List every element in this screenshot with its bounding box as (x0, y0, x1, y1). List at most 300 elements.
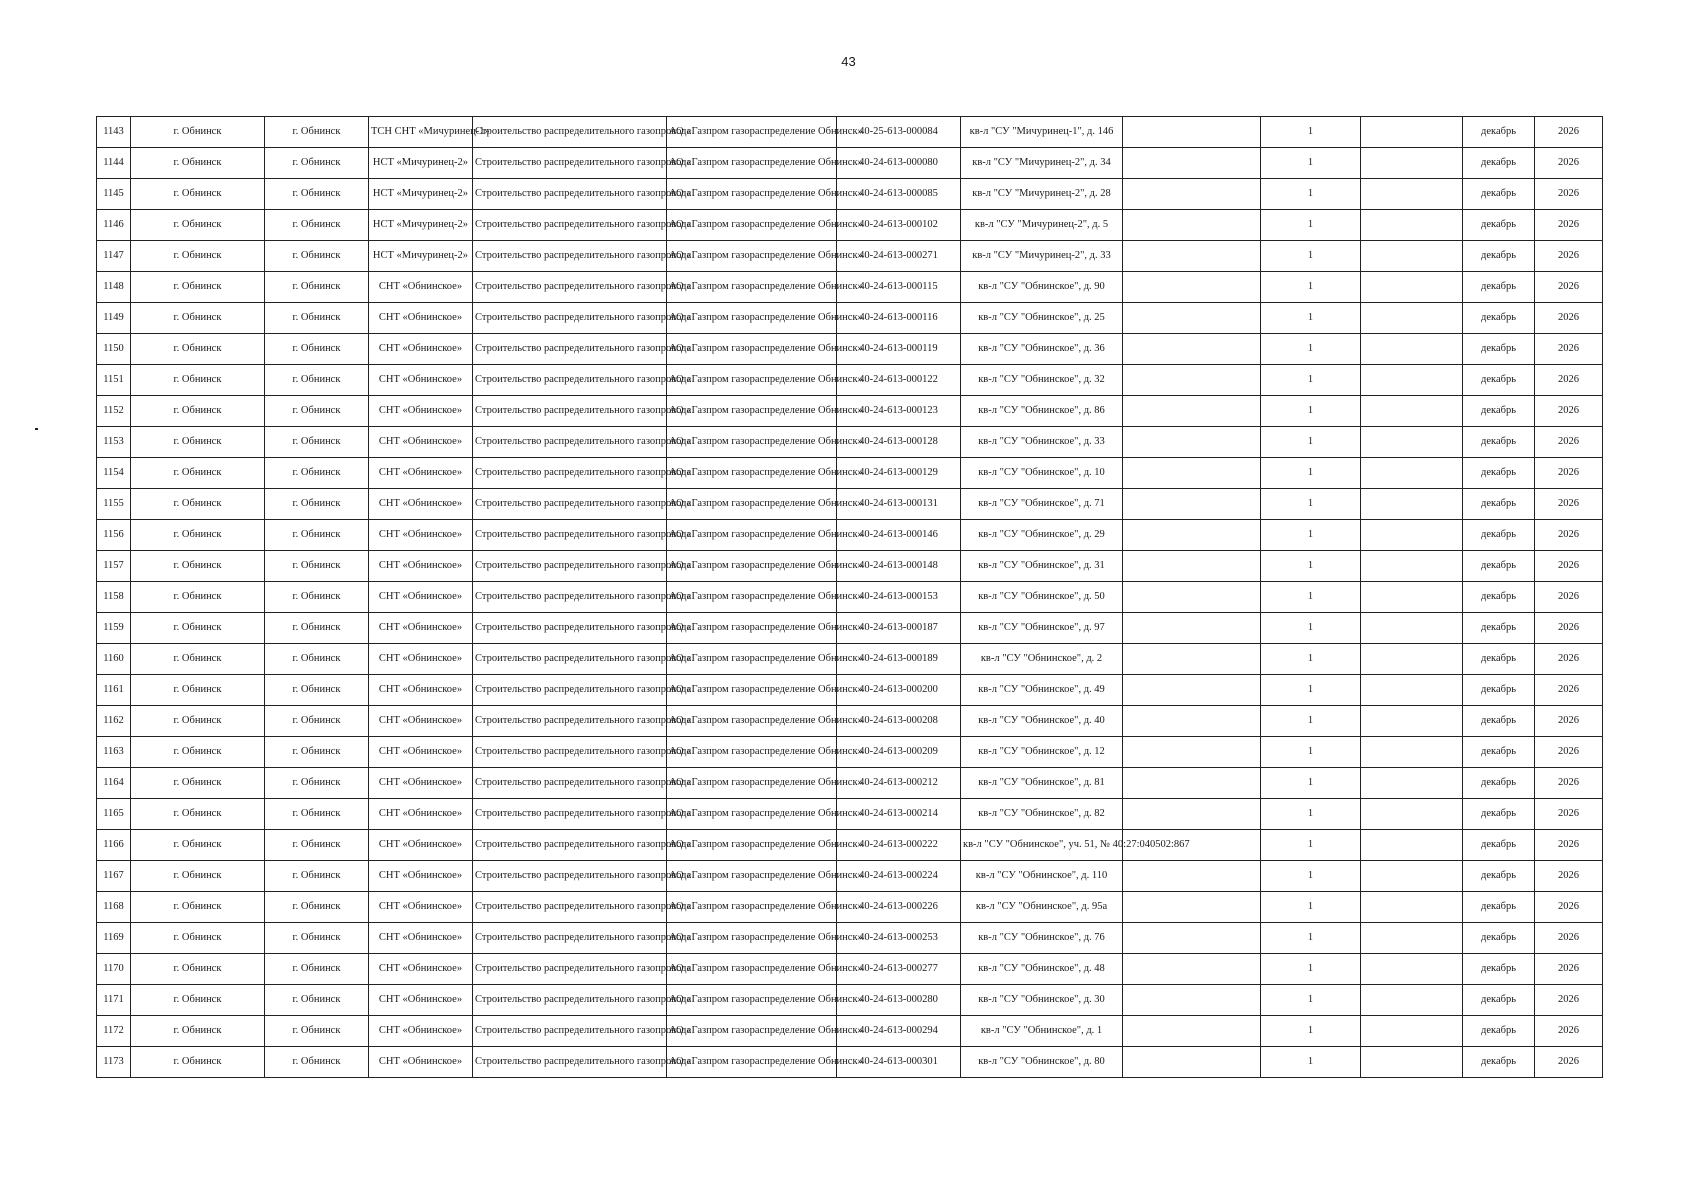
organization-cell: СНТ «Обнинское» (369, 396, 473, 427)
settlement-cell: г. Обнинск (265, 272, 369, 303)
address-cell: кв-л "СУ "Мичуринец-2", д. 28 (961, 179, 1123, 210)
row-number: 1143 (97, 117, 131, 148)
table-row (97, 1016, 1603, 1047)
activity-cell: Строительство распределительного газопровода (473, 458, 667, 489)
empty-cell (1123, 706, 1261, 737)
owner-cell: АО «Газпром газораспределение Обнинск» (667, 272, 837, 303)
activity-cell: Строительство распределительного газопровода (473, 830, 667, 861)
district-cell: г. Обнинск (131, 830, 265, 861)
month-cell: декабрь (1463, 365, 1535, 396)
empty-cell (1123, 954, 1261, 985)
quantity-cell: 1 (1261, 768, 1361, 799)
settlement-cell: г. Обнинск (265, 768, 369, 799)
object-code-cell: 40-24-613-000085 (837, 179, 961, 210)
organization-cell: СНТ «Обнинское» (369, 923, 473, 954)
empty-cell (1123, 861, 1261, 892)
activity-cell: Строительство распределительного газопровода (473, 799, 667, 830)
owner-cell: АО «Газпром газораспределение Обнинск» (667, 799, 837, 830)
year-cell: 2026 (1535, 241, 1603, 272)
empty-cell (1123, 396, 1261, 427)
organization-cell: СНТ «Обнинское» (369, 582, 473, 613)
month-cell: декабрь (1463, 117, 1535, 148)
month-cell: декабрь (1463, 272, 1535, 303)
year-cell: 2026 (1535, 272, 1603, 303)
empty-cell (1361, 365, 1463, 396)
table-row (97, 1047, 1603, 1078)
month-cell: декабрь (1463, 458, 1535, 489)
empty-cell (1361, 706, 1463, 737)
owner-cell: АО «Газпром газораспределение Обнинск» (667, 179, 837, 210)
year-cell: 2026 (1535, 365, 1603, 396)
activity-cell: Строительство распределительного газопровода (473, 954, 667, 985)
owner-cell: АО «Газпром газораспределение Обнинск» (667, 954, 837, 985)
settlement-cell: г. Обнинск (265, 179, 369, 210)
settlement-cell: г. Обнинск (265, 613, 369, 644)
activity-cell: Строительство распределительного газопровода (473, 148, 667, 179)
district-cell: г. Обнинск (131, 1047, 265, 1078)
month-cell: декабрь (1463, 675, 1535, 706)
row-number: 1150 (97, 334, 131, 365)
empty-cell (1123, 644, 1261, 675)
empty-cell (1361, 427, 1463, 458)
row-number: 1167 (97, 861, 131, 892)
district-cell: г. Обнинск (131, 365, 265, 396)
district-cell: г. Обнинск (131, 458, 265, 489)
quantity-cell: 1 (1261, 427, 1361, 458)
year-cell: 2026 (1535, 954, 1603, 985)
row-number: 1173 (97, 1047, 131, 1078)
address-cell: кв-л "СУ "Обнинское", д. 1 (961, 1016, 1123, 1047)
object-code-cell: 40-24-613-000119 (837, 334, 961, 365)
year-cell: 2026 (1535, 923, 1603, 954)
organization-cell: СНТ «Обнинское» (369, 644, 473, 675)
quantity-cell: 1 (1261, 675, 1361, 706)
activity-cell: Строительство распределительного газопровода (473, 1047, 667, 1078)
address-cell: кв-л "СУ "Обнинское", д. 2 (961, 644, 1123, 675)
owner-cell: АО «Газпром газораспределение Обнинск» (667, 892, 837, 923)
settlement-cell: г. Обнинск (265, 644, 369, 675)
activity-cell: Строительство распределительного газопровода (473, 117, 667, 148)
settlement-cell: г. Обнинск (265, 799, 369, 830)
address-cell: кв-л "СУ "Обнинское", д. 95а (961, 892, 1123, 923)
activity-cell: Строительство распределительного газопровода (473, 520, 667, 551)
address-cell: кв-л "СУ "Мичуринец-1", д. 146 (961, 117, 1123, 148)
empty-cell (1123, 675, 1261, 706)
owner-cell: АО «Газпром газораспределение Обнинск» (667, 1016, 837, 1047)
empty-cell (1123, 148, 1261, 179)
object-code-cell: 40-24-613-000148 (837, 551, 961, 582)
organization-cell: НСТ «Мичуринец-2» (369, 179, 473, 210)
district-cell: г. Обнинск (131, 396, 265, 427)
empty-cell (1123, 923, 1261, 954)
district-cell: г. Обнинск (131, 985, 265, 1016)
settlement-cell: г. Обнинск (265, 861, 369, 892)
object-code-cell: 40-24-613-000208 (837, 706, 961, 737)
year-cell: 2026 (1535, 613, 1603, 644)
settlement-cell: г. Обнинск (265, 334, 369, 365)
year-cell: 2026 (1535, 179, 1603, 210)
empty-cell (1123, 799, 1261, 830)
organization-cell: СНТ «Обнинское» (369, 520, 473, 551)
owner-cell: АО «Газпром газораспределение Обнинск» (667, 737, 837, 768)
district-cell: г. Обнинск (131, 923, 265, 954)
address-cell: кв-л "СУ "Обнинское", д. 71 (961, 489, 1123, 520)
district-cell: г. Обнинск (131, 241, 265, 272)
month-cell: декабрь (1463, 799, 1535, 830)
month-cell: декабрь (1463, 706, 1535, 737)
district-cell: г. Обнинск (131, 179, 265, 210)
row-number: 1147 (97, 241, 131, 272)
empty-cell (1361, 613, 1463, 644)
organization-cell: СНТ «Обнинское» (369, 1016, 473, 1047)
quantity-cell: 1 (1261, 520, 1361, 551)
table-row (97, 365, 1603, 396)
owner-cell: АО «Газпром газораспределение Обнинск» (667, 613, 837, 644)
owner-cell: АО «Газпром газораспределение Обнинск» (667, 551, 837, 582)
year-cell: 2026 (1535, 458, 1603, 489)
owner-cell: АО «Газпром газораспределение Обнинск» (667, 458, 837, 489)
object-code-cell: 40-24-613-000187 (837, 613, 961, 644)
object-code-cell: 40-24-613-000200 (837, 675, 961, 706)
owner-cell: АО «Газпром газораспределение Обнинск» (667, 985, 837, 1016)
empty-cell (1361, 303, 1463, 334)
empty-cell (1361, 830, 1463, 861)
quantity-cell: 1 (1261, 582, 1361, 613)
month-cell: декабрь (1463, 241, 1535, 272)
empty-cell (1123, 489, 1261, 520)
object-code-cell: 40-24-613-000277 (837, 954, 961, 985)
table-row (97, 737, 1603, 768)
quantity-cell: 1 (1261, 210, 1361, 241)
owner-cell: АО «Газпром газораспределение Обнинск» (667, 148, 837, 179)
year-cell: 2026 (1535, 985, 1603, 1016)
table-row (97, 520, 1603, 551)
table-row (97, 861, 1603, 892)
owner-cell: АО «Газпром газораспределение Обнинск» (667, 1047, 837, 1078)
district-cell: г. Обнинск (131, 334, 265, 365)
empty-cell (1123, 303, 1261, 334)
address-cell: кв-л "СУ "Обнинское", д. 36 (961, 334, 1123, 365)
row-number: 1151 (97, 365, 131, 396)
address-cell: кв-л "СУ "Обнинское", д. 30 (961, 985, 1123, 1016)
settlement-cell: г. Обнинск (265, 1016, 369, 1047)
year-cell: 2026 (1535, 520, 1603, 551)
year-cell: 2026 (1535, 675, 1603, 706)
year-cell: 2026 (1535, 117, 1603, 148)
empty-cell (1361, 954, 1463, 985)
object-code-cell: 40-24-613-000080 (837, 148, 961, 179)
settlement-cell: г. Обнинск (265, 675, 369, 706)
organization-cell: СНТ «Обнинское» (369, 458, 473, 489)
year-cell: 2026 (1535, 861, 1603, 892)
district-cell: г. Обнинск (131, 1016, 265, 1047)
organization-cell: НСТ «Мичуринец-2» (369, 210, 473, 241)
quantity-cell: 1 (1261, 644, 1361, 675)
table-row (97, 427, 1603, 458)
object-code-cell: 40-24-613-000224 (837, 861, 961, 892)
month-cell: декабрь (1463, 1047, 1535, 1078)
quantity-cell: 1 (1261, 334, 1361, 365)
year-cell: 2026 (1535, 551, 1603, 582)
empty-cell (1361, 644, 1463, 675)
empty-cell (1361, 117, 1463, 148)
activity-cell: Строительство распределительного газопровода (473, 272, 667, 303)
table-row (97, 768, 1603, 799)
empty-cell (1123, 985, 1261, 1016)
address-cell: кв-л "СУ "Обнинское", д. 10 (961, 458, 1123, 489)
table-row (97, 675, 1603, 706)
year-cell: 2026 (1535, 799, 1603, 830)
activity-cell: Строительство распределительного газопровода (473, 427, 667, 458)
address-cell: кв-л "СУ "Обнинское", д. 80 (961, 1047, 1123, 1078)
table-row (97, 241, 1603, 272)
row-number: 1159 (97, 613, 131, 644)
empty-cell (1361, 1016, 1463, 1047)
year-cell: 2026 (1535, 427, 1603, 458)
table-row (97, 985, 1603, 1016)
empty-cell (1361, 489, 1463, 520)
empty-cell (1361, 985, 1463, 1016)
table-row (97, 582, 1603, 613)
quantity-cell: 1 (1261, 985, 1361, 1016)
organization-cell: СНТ «Обнинское» (369, 892, 473, 923)
settlement-cell: г. Обнинск (265, 954, 369, 985)
month-cell: декабрь (1463, 148, 1535, 179)
quantity-cell: 1 (1261, 892, 1361, 923)
object-code-cell: 40-24-613-000116 (837, 303, 961, 334)
owner-cell: АО «Газпром газораспределение Обнинск» (667, 830, 837, 861)
district-cell: г. Обнинск (131, 799, 265, 830)
year-cell: 2026 (1535, 489, 1603, 520)
district-cell: г. Обнинск (131, 706, 265, 737)
address-cell: кв-л "СУ "Обнинское", д. 90 (961, 272, 1123, 303)
organization-cell: СНТ «Обнинское» (369, 706, 473, 737)
year-cell: 2026 (1535, 303, 1603, 334)
organization-cell: СНТ «Обнинское» (369, 985, 473, 1016)
organization-cell: СНТ «Обнинское» (369, 334, 473, 365)
month-cell: декабрь (1463, 334, 1535, 365)
activity-cell: Строительство распределительного газопровода (473, 210, 667, 241)
object-code-cell: 40-24-613-000294 (837, 1016, 961, 1047)
object-code-cell: 40-24-613-000102 (837, 210, 961, 241)
district-cell: г. Обнинск (131, 148, 265, 179)
empty-cell (1361, 272, 1463, 303)
empty-cell (1123, 520, 1261, 551)
settlement-cell: г. Обнинск (265, 148, 369, 179)
activity-cell: Строительство распределительного газопровода (473, 737, 667, 768)
object-code-cell: 40-24-613-000146 (837, 520, 961, 551)
empty-cell (1123, 582, 1261, 613)
table-row (97, 179, 1603, 210)
district-cell: г. Обнинск (131, 892, 265, 923)
month-cell: декабрь (1463, 303, 1535, 334)
address-cell: кв-л "СУ "Обнинское", д. 49 (961, 675, 1123, 706)
activity-cell: Строительство распределительного газопровода (473, 241, 667, 272)
empty-cell (1361, 458, 1463, 489)
settlement-cell: г. Обнинск (265, 396, 369, 427)
owner-cell: АО «Газпром газораспределение Обнинск» (667, 768, 837, 799)
address-cell: кв-л "СУ "Обнинское", д. 29 (961, 520, 1123, 551)
owner-cell: АО «Газпром газораспределение Обнинск» (667, 210, 837, 241)
quantity-cell: 1 (1261, 954, 1361, 985)
settlement-cell: г. Обнинск (265, 520, 369, 551)
object-code-cell: 40-24-613-000271 (837, 241, 961, 272)
owner-cell: АО «Газпром газораспределение Обнинск» (667, 644, 837, 675)
object-code-cell: 40-24-613-000129 (837, 458, 961, 489)
activity-cell: Строительство распределительного газопровода (473, 303, 667, 334)
row-number: 1170 (97, 954, 131, 985)
organization-cell: СНТ «Обнинское» (369, 303, 473, 334)
month-cell: декабрь (1463, 1016, 1535, 1047)
row-number: 1160 (97, 644, 131, 675)
quantity-cell: 1 (1261, 179, 1361, 210)
object-code-cell: 40-24-613-000153 (837, 582, 961, 613)
year-cell: 2026 (1535, 396, 1603, 427)
owner-cell: АО «Газпром газораспределение Обнинск» (667, 489, 837, 520)
year-cell: 2026 (1535, 830, 1603, 861)
empty-cell (1123, 365, 1261, 396)
address-cell: кв-л "СУ "Обнинское", д. 12 (961, 737, 1123, 768)
year-cell: 2026 (1535, 582, 1603, 613)
organization-cell: ТСН СНТ «Мичуринец-1» (369, 117, 473, 148)
activity-cell: Строительство распределительного газопровода (473, 334, 667, 365)
organization-cell: СНТ «Обнинское» (369, 737, 473, 768)
activity-cell: Строительство распределительного газопровода (473, 923, 667, 954)
quantity-cell: 1 (1261, 799, 1361, 830)
district-cell: г. Обнинск (131, 303, 265, 334)
month-cell: декабрь (1463, 768, 1535, 799)
table-row (97, 923, 1603, 954)
month-cell: декабрь (1463, 520, 1535, 551)
address-cell: кв-л "СУ "Обнинское", д. 50 (961, 582, 1123, 613)
address-cell: кв-л "СУ "Обнинское", д. 40 (961, 706, 1123, 737)
empty-cell (1123, 1047, 1261, 1078)
settlement-cell: г. Обнинск (265, 458, 369, 489)
organization-cell: СНТ «Обнинское» (369, 1047, 473, 1078)
activity-cell: Строительство распределительного газопровода (473, 892, 667, 923)
object-code-cell: 40-24-613-000122 (837, 365, 961, 396)
row-number: 1172 (97, 1016, 131, 1047)
row-number: 1156 (97, 520, 131, 551)
object-code-cell: 40-24-613-000209 (837, 737, 961, 768)
quantity-cell: 1 (1261, 706, 1361, 737)
settlement-cell: г. Обнинск (265, 830, 369, 861)
settlement-cell: г. Обнинск (265, 737, 369, 768)
object-code-cell: 40-24-613-000253 (837, 923, 961, 954)
owner-cell: АО «Газпром газораспределение Обнинск» (667, 241, 837, 272)
quantity-cell: 1 (1261, 1016, 1361, 1047)
object-code-cell: 40-24-613-000214 (837, 799, 961, 830)
owner-cell: АО «Газпром газораспределение Обнинск» (667, 427, 837, 458)
empty-cell (1361, 179, 1463, 210)
quantity-cell: 1 (1261, 117, 1361, 148)
object-code-cell: 40-24-613-000123 (837, 396, 961, 427)
empty-cell (1123, 210, 1261, 241)
row-number: 1163 (97, 737, 131, 768)
empty-cell (1123, 272, 1261, 303)
district-cell: г. Обнинск (131, 551, 265, 582)
address-cell: кв-л "СУ "Обнинское", д. 31 (961, 551, 1123, 582)
owner-cell: АО «Газпром газораспределение Обнинск» (667, 117, 837, 148)
year-cell: 2026 (1535, 1047, 1603, 1078)
empty-cell (1361, 892, 1463, 923)
settlement-cell: г. Обнинск (265, 1047, 369, 1078)
object-code-cell: 40-24-613-000189 (837, 644, 961, 675)
row-number: 1168 (97, 892, 131, 923)
row-number: 1157 (97, 551, 131, 582)
row-number: 1154 (97, 458, 131, 489)
month-cell: декабрь (1463, 551, 1535, 582)
empty-cell (1361, 396, 1463, 427)
empty-cell (1123, 737, 1261, 768)
owner-cell: АО «Газпром газораспределение Обнинск» (667, 520, 837, 551)
owner-cell: АО «Газпром газораспределение Обнинск» (667, 582, 837, 613)
year-cell: 2026 (1535, 334, 1603, 365)
quantity-cell: 1 (1261, 148, 1361, 179)
empty-cell (1361, 148, 1463, 179)
object-code-cell: 40-24-613-000115 (837, 272, 961, 303)
quantity-cell: 1 (1261, 1047, 1361, 1078)
quantity-cell: 1 (1261, 613, 1361, 644)
page-number: 43 (841, 54, 856, 69)
organization-cell: СНТ «Обнинское» (369, 365, 473, 396)
activity-cell: Строительство распределительного газопровода (473, 551, 667, 582)
table-row (97, 954, 1603, 985)
year-cell: 2026 (1535, 210, 1603, 241)
row-number: 1153 (97, 427, 131, 458)
quantity-cell: 1 (1261, 551, 1361, 582)
activity-cell: Строительство распределительного газопровода (473, 582, 667, 613)
activity-cell: Строительство распределительного газопровода (473, 706, 667, 737)
activity-cell: Строительство распределительного газопровода (473, 768, 667, 799)
address-cell: кв-л "СУ "Обнинское", д. 81 (961, 768, 1123, 799)
month-cell: декабрь (1463, 179, 1535, 210)
row-number: 1144 (97, 148, 131, 179)
row-number: 1158 (97, 582, 131, 613)
row-number: 1164 (97, 768, 131, 799)
row-number: 1162 (97, 706, 131, 737)
month-cell: декабрь (1463, 923, 1535, 954)
address-cell: кв-л "СУ "Обнинское", д. 25 (961, 303, 1123, 334)
table-row (97, 892, 1603, 923)
empty-cell (1361, 210, 1463, 241)
district-cell: г. Обнинск (131, 582, 265, 613)
table-row (97, 613, 1603, 644)
year-cell: 2026 (1535, 1016, 1603, 1047)
row-number: 1148 (97, 272, 131, 303)
address-cell: кв-л "СУ "Обнинское", д. 82 (961, 799, 1123, 830)
month-cell: декабрь (1463, 985, 1535, 1016)
address-cell: кв-л "СУ "Мичуринец-2", д. 34 (961, 148, 1123, 179)
address-cell: кв-л "СУ "Обнинское", д. 97 (961, 613, 1123, 644)
activity-cell: Строительство распределительного газопровода (473, 861, 667, 892)
organization-cell: СНТ «Обнинское» (369, 272, 473, 303)
quantity-cell: 1 (1261, 489, 1361, 520)
month-cell: декабрь (1463, 396, 1535, 427)
empty-cell (1361, 520, 1463, 551)
row-number: 1152 (97, 396, 131, 427)
owner-cell: АО «Газпром газораспределение Обнинск» (667, 334, 837, 365)
empty-cell (1361, 1047, 1463, 1078)
table-row (97, 551, 1603, 582)
activity-cell: Строительство распределительного газопровода (473, 644, 667, 675)
month-cell: декабрь (1463, 489, 1535, 520)
month-cell: декабрь (1463, 210, 1535, 241)
month-cell: декабрь (1463, 582, 1535, 613)
empty-cell (1123, 179, 1261, 210)
year-cell: 2026 (1535, 644, 1603, 675)
empty-cell (1123, 1016, 1261, 1047)
